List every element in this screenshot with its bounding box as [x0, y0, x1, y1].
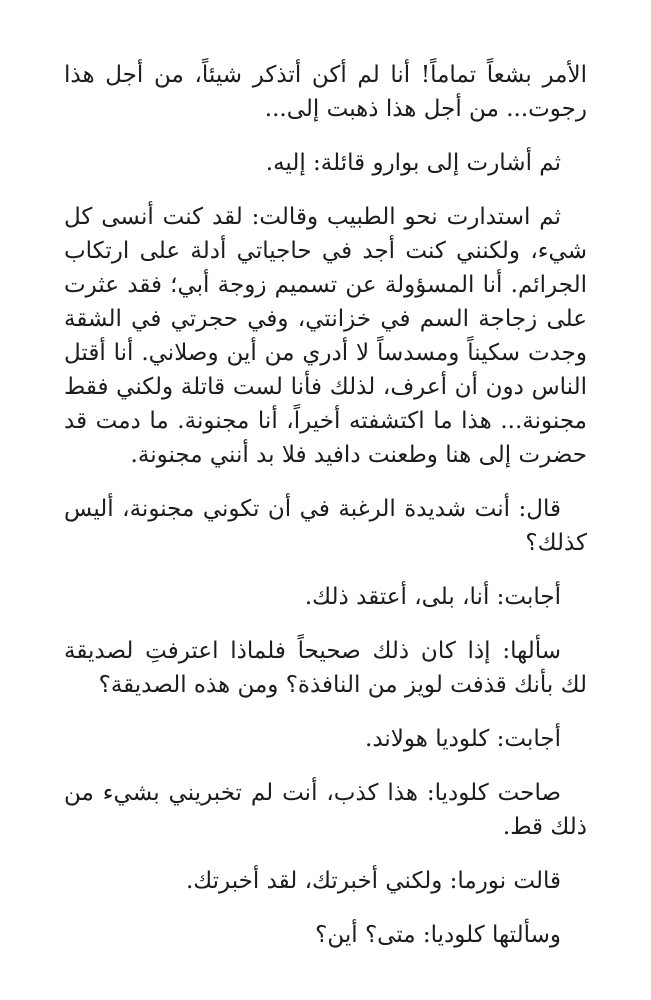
paragraph: أجابت: كلوديا هولاند. — [365, 726, 561, 752]
paragraph: وسألتها كلوديا: متى؟ أين؟ — [315, 922, 561, 948]
paragraph: قالت نورما: ولكني أخبرتك، لقد أخبرتك. — [185, 868, 561, 894]
paragraph: ثم استدارت نحو الطبيب وقالت: لقد كنت أنسى كل شيء، ولكنني كنت أجد في حاجياتي أدلة على ارتكاب الجرائم. أنا المسؤولة عن تسميم زوجة أبي؛ فقد عثرت على زجاجة السم في خزانتي، وفي حجرتي في الشقة وجدت سكيناً ومسدساً لا أدري من أين وصلاني. أنا أقتل الناس دون أن أعرف، لذلك فأنا لست قاتلة ولكني فقط مجنونة... هذا ما اكتشفته أخيراً، أنا مجنونة. ما دمت قد حضرت إلى هنا وطعنت دافيد فلا بد أنني مجنونة. — [64, 204, 587, 468]
paragraph: أجابت: أنا، بلى، أعتقد ذلك. — [304, 584, 561, 610]
paragraph: ثم أشارت إلى بوارو قائلة: إليه. — [265, 150, 561, 176]
paragraph: الأمر بشعاً تماماً! أنا لم أكن أتذكر شيئاً، من أجل هذا رجوت... من أجل هذا ذهبت إلى... — [64, 62, 587, 122]
paragraph: قال: أنت شديدة الرغبة في أن تكوني مجنونة، أليس كذلك؟ — [64, 496, 587, 556]
paragraph: سألها: إذا كان ذلك صحيحاً فلماذا اعترفتِ لصديقة لك بأنك قذفت لويز من النافذة؟ ومن هذه الصديقة؟ — [64, 638, 587, 698]
document-page — [64, 58, 587, 1000]
paragraph: صاحت كلوديا: هذا كذب، أنت لم تخبريني بشيء من ذلك قط. — [64, 780, 587, 840]
